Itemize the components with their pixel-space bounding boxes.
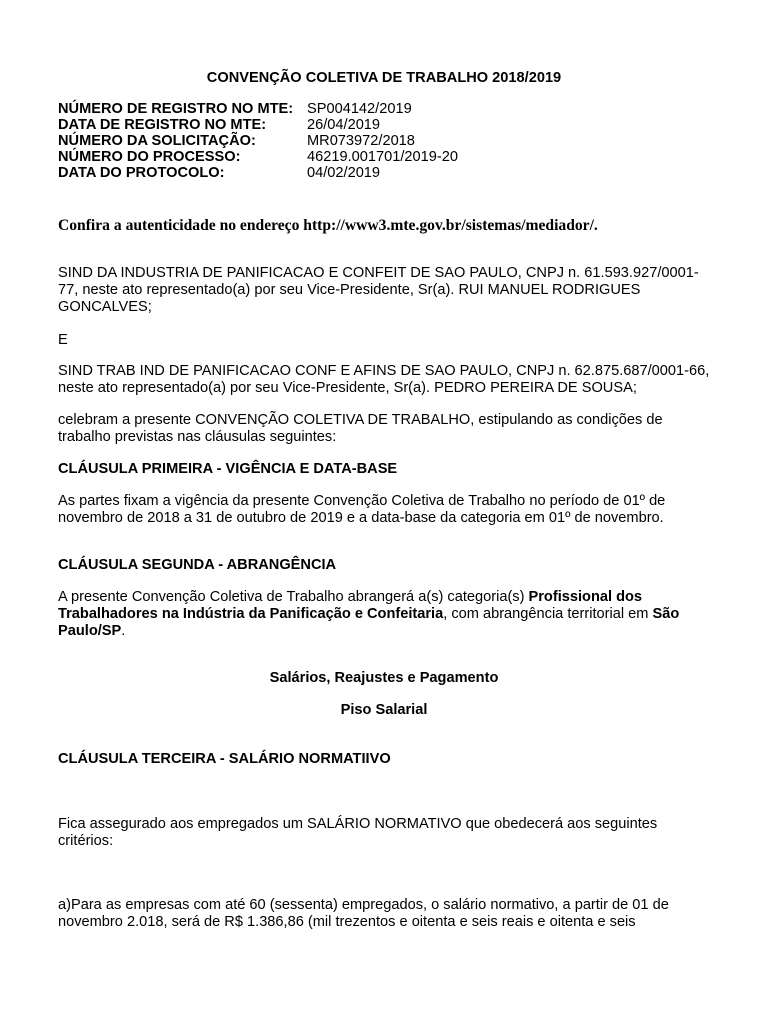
clause-1-heading: CLÁUSULA PRIMEIRA - VIGÊNCIA E DATA-BASE: [58, 461, 398, 477]
process-number-label: NÚMERO DO PROCESSO:: [58, 149, 241, 165]
clause-1-text: As partes fixam a vigência da presente Convenção Coletiva de Trabalho no período de 01º de novembro de 2018 a 31 de outubro de 2019 e a data-base da categoria em 01º de novembro.: [58, 493, 666, 526]
protocol-date-value: 04/02/2019: [307, 165, 381, 181]
registration-row: [58, 101, 718, 117]
conjunction: E: [58, 332, 68, 348]
clause-2-heading: CLÁUSULA SEGUNDA - ABRANGÊNCIA: [58, 557, 337, 573]
process-number-value: 46219.001701/2019-20: [307, 149, 458, 165]
clause-3-item-a: a)Para as empresas com até 60 (sessenta) empregados, o salário normativo, a partir de 01 de novembro 2.018, será de R$ 1.386,86 (mil trezentos e oitenta e seis reais e oitenta e seis: [58, 897, 669, 930]
registration-row: [58, 149, 718, 165]
document-title: CONVENÇÃO COLETIVA DE TRABALHO 2018/2019: [206, 70, 562, 86]
clause-2-text-part: .: [121, 623, 126, 639]
section-title: Salários, Reajustes e Pagamento: [269, 670, 499, 686]
clause-3-heading: CLÁUSULA TERCEIRA - SALÁRIO NORMATIIVO: [58, 751, 391, 767]
authenticity-note: Confira a autenticidade no endereço http://www3.mte.gov.br/sistemas/mediador/.: [58, 217, 598, 234]
preamble-paragraph: celebram a presente CONVENÇÃO COLETIVA DE TRABALHO, estipulando as condições de trabalho previstas nas cláusulas seguintes:: [58, 412, 663, 445]
party-1-paragraph: SIND DA INDUSTRIA DE PANIFICACAO E CONFEIT DE SAO PAULO, CNPJ n. 61.593.927/0001-77, neste ato representado(a) por seu Vice-Presidente, Sr(a). RUI MANUEL RODRIGUES GONCALVES;: [58, 265, 699, 315]
clause-2-text: [58, 589, 713, 640]
clause-2-category: Profissional dos Trabalhadores na Indústria da Panificação e Confeitaria: [58, 589, 643, 622]
registration-number-label: NÚMERO DE REGISTRO NO MTE:: [58, 101, 294, 117]
registration-row: [58, 117, 718, 133]
registration-row: [58, 165, 718, 181]
registration-number-value: SP004142/2019: [307, 101, 412, 117]
registration-date-value: 26/04/2019: [307, 117, 381, 133]
clause-2-text-part: , com abrangência territorial em: [443, 606, 653, 622]
registration-row: [58, 133, 718, 149]
protocol-date-label: DATA DO PROTOCOLO:: [58, 165, 225, 181]
party-2-paragraph: SIND TRAB IND DE PANIFICACAO CONF E AFINS DE SAO PAULO, CNPJ n. 62.875.687/0001-66, neste ato representado(a) por seu Vice-Presidente, Sr(a). PEDRO PEREIRA DE SOUSA;: [58, 363, 710, 396]
clause-3-intro: Fica assegurado aos empregados um SALÁRIO NORMATIVO que obedecerá aos seguintes critérios:: [58, 816, 658, 849]
subsection-title: Piso Salarial: [340, 702, 428, 718]
clause-2-territory: São Paulo/SP: [58, 606, 680, 639]
registration-date-label: DATA DE REGISTRO NO MTE:: [58, 117, 267, 133]
request-number-value: MR073972/2018: [307, 133, 415, 149]
request-number-label: NÚMERO DA SOLICITAÇÃO:: [58, 133, 256, 149]
clause-2-text-part: A presente Convenção Coletiva de Trabalho abrangerá a(s) categoria(s): [58, 589, 529, 605]
